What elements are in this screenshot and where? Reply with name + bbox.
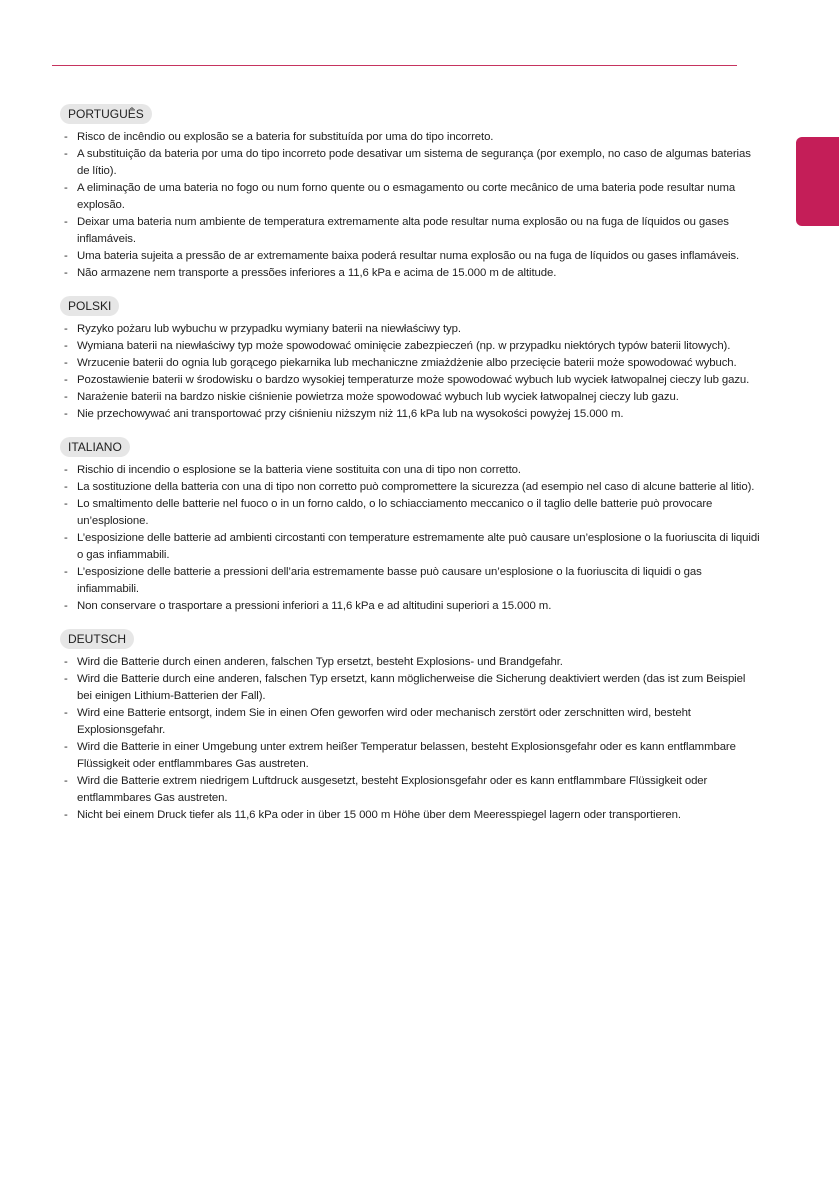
list-item: [60, 479, 760, 496]
section-heading: DEUTSCH: [60, 629, 134, 649]
list-item: [60, 496, 760, 530]
list-item-text: Nie przechowywać ani transportować przy ciśnieniu niższym niż 11,6 kPa lub na wysokości powyżej 15.000 m.: [77, 408, 624, 420]
header-rule: [52, 65, 737, 66]
bullet-dash-icon: -: [64, 741, 68, 753]
list-item-text: Wrzucenie baterii do ognia lub gorącego piekarnika lub mechaniczne zmiażdżenie albo przecięcie baterii może spowodować wybuch.: [77, 357, 737, 369]
list-item-text: Não armazene nem transporte a pressões inferiores a 11,6 kPa e acima de 15.000 m de altitude.: [77, 267, 557, 279]
list-item-text: Rischio di incendio o esplosione se la batteria viene sostituita con una di tipo non corretto.: [77, 464, 521, 476]
safety-content: [60, 104, 760, 838]
list-item: [60, 321, 760, 338]
list-item: [60, 598, 760, 615]
bullet-dash-icon: -: [64, 182, 68, 194]
bullet-dash-icon: -: [64, 357, 68, 369]
language-side-tab: [796, 137, 839, 226]
list-item: [60, 146, 760, 180]
list-item-text: La sostituzione della batteria con una di tipo non corretto può compromettere la sicurezza (ad esempio nel caso di alcune batterie al litio).: [77, 481, 755, 493]
list-item-text: Wymiana baterii na niewłaściwy typ może spowodować ominięcie zabezpieczeń (np. w przypadku niektórych typów baterii litowych).: [77, 340, 731, 352]
bullet-dash-icon: -: [64, 673, 68, 685]
list-item-text: Deixar uma bateria num ambiente de temperatura extremamente alta pode resultar numa explosão ou na fuga de líquidos ou gases inflamáveis.: [77, 216, 729, 245]
list-item: [60, 654, 760, 671]
list-item-text: A eliminação de uma bateria no fogo ou num forno quente ou o esmagamento ou corte mecânico de uma bateria pode resultar numa explosão.: [77, 182, 736, 211]
list-item-text: Wird die Batterie in einer Umgebung unter extrem heißer Temperatur belassen, besteht Explosionsgefahr oder es kann entflammbare Flüssigkeit oder entflammbares Gas austreten.: [77, 741, 736, 770]
list-item: [60, 338, 760, 355]
list-item: [60, 265, 760, 282]
list-item-text: Non conservare o trasportare a pressioni inferiori a 11,6 kPa e ad altitudini superiori a 15.000 m.: [77, 600, 552, 612]
section-polish: [60, 296, 760, 423]
bullet-dash-icon: -: [64, 374, 68, 386]
list-item-text: Pozostawienie baterii w środowisku o bardzo wysokiej temperaturze może spowodować wybuch lub wyciek łatwopalnej cieczy lub gazu.: [77, 374, 750, 386]
list-item: [60, 372, 760, 389]
bullet-dash-icon: -: [64, 148, 68, 160]
list-item-text: L’esposizione delle batterie a pressioni dell’aria estremamente basse può causare un’esplosione o la fuoriuscita di liquidi o gas infiammabili.: [77, 566, 702, 595]
bullet-dash-icon: -: [64, 408, 68, 420]
warning-list: [60, 462, 760, 615]
section-heading: PORTUGUÊS: [60, 104, 152, 124]
list-item: [60, 355, 760, 372]
bullet-dash-icon: -: [64, 267, 68, 279]
bullet-dash-icon: -: [64, 707, 68, 719]
section-heading: ITALIANO: [60, 437, 130, 457]
list-item-text: Wird eine Batterie entsorgt, indem Sie in einen Ofen geworfen wird oder mechanisch zerstört oder zerschnitten wird, besteht Explosionsgefahr.: [77, 707, 691, 736]
section-heading: POLSKI: [60, 296, 119, 316]
bullet-dash-icon: -: [64, 340, 68, 352]
list-item: [60, 739, 760, 773]
bullet-dash-icon: -: [64, 131, 68, 143]
list-item-text: A substituição da bateria por uma do tipo incorreto pode desativar um sistema de segurança (por exemplo, no caso de algumas baterias de lítio).: [77, 148, 751, 177]
list-item: [60, 705, 760, 739]
list-item: [60, 180, 760, 214]
list-item-text: Wird die Batterie durch einen anderen, falschen Typ ersetzt, besteht Explosions- und Brandgefahr.: [77, 656, 563, 668]
bullet-dash-icon: -: [64, 600, 68, 612]
bullet-dash-icon: -: [64, 775, 68, 787]
warning-list: [60, 321, 760, 423]
list-item: [60, 248, 760, 265]
list-item-text: Risco de incêndio ou explosão se a bateria for substituída por uma do tipo incorreto.: [77, 131, 494, 143]
warning-list: [60, 654, 760, 824]
bullet-dash-icon: -: [64, 481, 68, 493]
section-italian: [60, 437, 760, 615]
list-item: [60, 406, 760, 423]
bullet-dash-icon: -: [64, 216, 68, 228]
list-item: [60, 671, 760, 705]
list-item-text: Wird die Batterie extrem niedrigem Luftdruck ausgesetzt, besteht Explosionsgefahr oder es kann entflammbare Flüssigkeit oder entflammbares Gas austreten.: [77, 775, 708, 804]
bullet-dash-icon: -: [64, 464, 68, 476]
bullet-dash-icon: -: [64, 498, 68, 510]
list-item: [60, 564, 760, 598]
bullet-dash-icon: -: [64, 250, 68, 262]
list-item: [60, 773, 760, 807]
list-item: [60, 129, 760, 146]
list-item-text: Wird die Batterie durch eine anderen, falschen Typ ersetzt, kann möglicherweise die Sicherung deaktiviert werden (das ist zum Beispiel bei einigen Lithium-Batterien der Fall).: [77, 673, 746, 702]
list-item-text: Narażenie baterii na bardzo niskie ciśnienie powietrza może spowodować wybuch lub wyciek łatwopalnej cieczy lub gazu.: [77, 391, 679, 403]
list-item: [60, 462, 760, 479]
section-german: [60, 629, 760, 824]
bullet-dash-icon: -: [64, 323, 68, 335]
bullet-dash-icon: -: [64, 566, 68, 578]
bullet-dash-icon: -: [64, 656, 68, 668]
list-item: [60, 214, 760, 248]
list-item-text: Nicht bei einem Druck tiefer als 11,6 kPa oder in über 15 000 m Höhe über dem Meeresspiegel lagern oder transportieren.: [77, 809, 681, 821]
bullet-dash-icon: -: [64, 532, 68, 544]
list-item-text: Lo smaltimento delle batterie nel fuoco o in un forno caldo, o lo schiacciamento meccanico o il taglio delle batterie può provocare un’esplosione.: [77, 498, 713, 527]
section-portuguese: [60, 104, 760, 282]
bullet-dash-icon: -: [64, 391, 68, 403]
list-item: [60, 530, 760, 564]
list-item: [60, 807, 760, 824]
list-item-text: Uma bateria sujeita a pressão de ar extremamente baixa poderá resultar numa explosão ou na fuga de líquidos ou gases inflamáveis.: [77, 250, 740, 262]
list-item: [60, 389, 760, 406]
list-item-text: Ryzyko pożaru lub wybuchu w przypadku wymiany baterii na niewłaściwy typ.: [77, 323, 461, 335]
warning-list: [60, 129, 760, 282]
list-item-text: L’esposizione delle batterie ad ambienti circostanti con temperature estremamente alte può causare un’esplosione o la fuoriuscita di liquidi o gas infiammabili.: [77, 532, 760, 561]
bullet-dash-icon: -: [64, 809, 68, 821]
